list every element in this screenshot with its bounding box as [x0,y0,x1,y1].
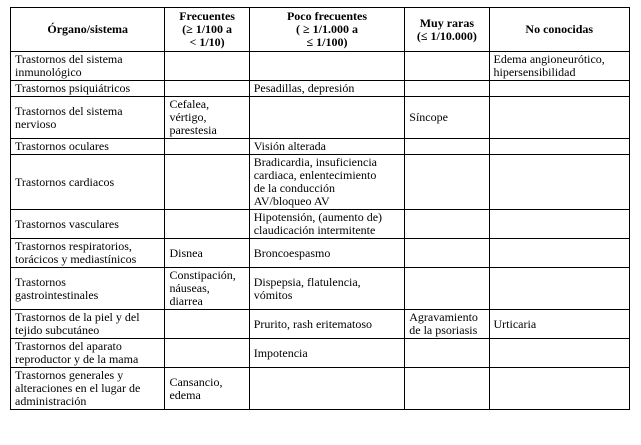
unknown-cell [489,339,629,368]
cell-line: Disnea [169,245,203,260]
system-cell [11,139,165,155]
unknown-cell [489,368,629,410]
uncommon-cell [249,52,405,81]
cell-line: Prurito, rash eritematoso [253,316,373,331]
cell-line: AV/bloqueo AV [253,194,330,208]
table-row [11,97,630,139]
table-row [11,310,630,339]
uncommon-cell [249,139,405,155]
table-row [11,139,630,155]
system-cell [11,81,165,97]
very-rare-cell [405,339,489,368]
frequent-cell [165,310,249,339]
uncommon-cell [249,268,405,310]
cell-line: tejido subcutáneo [15,323,100,337]
unknown-cell [489,239,629,268]
cell-line: Trastornos cardiacos [15,174,115,189]
header-line: Poco frecuentes [286,9,368,23]
cell-line: Urticaria [493,316,537,331]
cell-line: náuseas, [169,281,210,295]
header-line: No conocidas [525,22,594,36]
cell-line: torácicos y mediastínicos [15,252,137,266]
cell-line: Broncoespasmo [253,245,331,260]
cell-line: Trastornos [15,274,66,289]
cell-line: Hipotensión, (aumento de) [253,210,383,224]
frequent-cell [165,97,249,139]
header-line: Muy raras [419,15,475,30]
very-rare-cell [405,210,489,239]
cell-line: alteraciones en el lugar de [15,381,141,395]
table-row [11,339,630,368]
system-cell [11,155,165,210]
system-cell [11,210,165,239]
unknown-cell [489,155,629,210]
very-rare-cell [405,310,489,339]
table-row [11,368,630,410]
table-row [11,239,630,268]
uncommon-cell [249,310,405,339]
frequent-cell [165,268,249,310]
system-cell [11,239,165,268]
frequent-cell [165,139,249,155]
very-rare-cell [405,155,489,210]
cell-line: Pesadillas, depresión [253,81,355,95]
uncommon-cell [249,339,405,368]
unknown-cell [489,268,629,310]
table-row [11,52,630,81]
cell-line: Cansancio, [169,374,223,389]
cell-line: edema [169,387,201,402]
frequent-cell [165,239,249,268]
uncommon-cell [249,239,405,268]
cell-line: de la conducción [253,181,336,195]
frequent-cell [165,81,249,97]
unknown-cell [489,310,629,339]
frequent-cell [165,52,249,81]
cell-line: cardiaca, enlentecimiento [253,168,377,182]
cell-line: hipersensibilidad [493,65,576,79]
cell-line: administración [15,394,87,408]
table-body [11,52,630,410]
very-rare-cell [405,81,489,97]
frequent-cell [165,368,249,410]
cell-line: Bradicardia, insuficiencia [253,155,377,169]
adverse-reactions-table-wrapper [10,7,630,410]
table-row [11,155,630,210]
cell-line: Dispepsia, flatulencia, [253,274,361,289]
cell-line: Síncope [409,110,448,124]
header-line: Frecuentes [179,9,235,23]
unknown-cell [489,97,629,139]
very-rare-cell [405,268,489,310]
system-cell [11,339,165,368]
cell-line: Trastornos vasculares [15,216,119,231]
cell-line: Trastornos oculares [15,139,109,153]
very-rare-cell [405,97,489,139]
cell-line: nervioso [15,116,57,131]
cell-line: Trastornos de la piel y del [15,310,140,324]
cell-line: vómitos [253,287,293,302]
table-header [11,8,630,52]
cell-line: Cefalea, [169,97,210,111]
system-cell [11,97,165,139]
uncommon-cell [249,155,405,210]
cell-line: Trastornos del sistema [15,52,123,66]
header-organ-system [11,8,165,52]
cell-line: Trastornos respiratorios, [15,239,132,253]
cell-line: inmunológico [15,65,82,79]
table-row [11,210,630,239]
cell-line: Trastornos del aparato [15,339,122,353]
cell-line: Trastornos psiquiátricos [15,81,131,95]
cell-line: Agravamiento [409,310,478,324]
system-cell [11,310,165,339]
cell-line: claudicación intermitente [253,223,376,237]
header-line: (≤ 1/10.000) [416,28,477,43]
table-row [11,81,630,97]
cell-line: reproductor y de la mama [15,352,139,366]
very-rare-cell [405,368,489,410]
header-frequent [165,8,249,52]
header-line: (≥ 1/100 a [182,22,233,36]
system-cell [11,52,165,81]
header-uncommon [249,8,405,52]
uncommon-cell [249,210,405,239]
frequent-cell [165,339,249,368]
unknown-cell [489,52,629,81]
cell-line: Trastornos generales y [15,368,124,382]
very-rare-cell [405,239,489,268]
unknown-cell [489,139,629,155]
cell-line: parestesia [169,123,217,137]
cell-line: gastrointestinales [15,287,99,302]
cell-line: vértigo, [169,110,207,124]
adverse-reactions-table [10,7,630,410]
header-line: ( ≥ 1/1.000 a [296,22,358,36]
uncommon-cell [249,81,405,97]
unknown-cell [489,81,629,97]
header-unknown [489,8,629,52]
header-very-rare [405,8,489,52]
uncommon-cell [249,368,405,410]
cell-line: diarrea [169,294,203,308]
cell-line: Constipación, [169,268,236,282]
very-rare-cell [405,139,489,155]
very-rare-cell [405,52,489,81]
header-line: Órgano/sistema [47,22,129,36]
cell-line: Trastornos del sistema [15,103,123,118]
system-cell [11,368,165,410]
cell-line: Impotencia [253,345,308,360]
system-cell [11,268,165,310]
header-line: < 1/10) [189,35,225,49]
header-row [11,8,630,52]
frequent-cell [165,210,249,239]
table-row [11,268,630,310]
cell-line: Visión alterada [253,139,326,153]
header-line: ≤ 1/100) [306,35,348,49]
cell-line: de la psoriasis [409,323,478,337]
cell-line: Edema angioneurótico, [493,52,605,66]
uncommon-cell [249,97,405,139]
unknown-cell [489,210,629,239]
frequent-cell [165,155,249,210]
